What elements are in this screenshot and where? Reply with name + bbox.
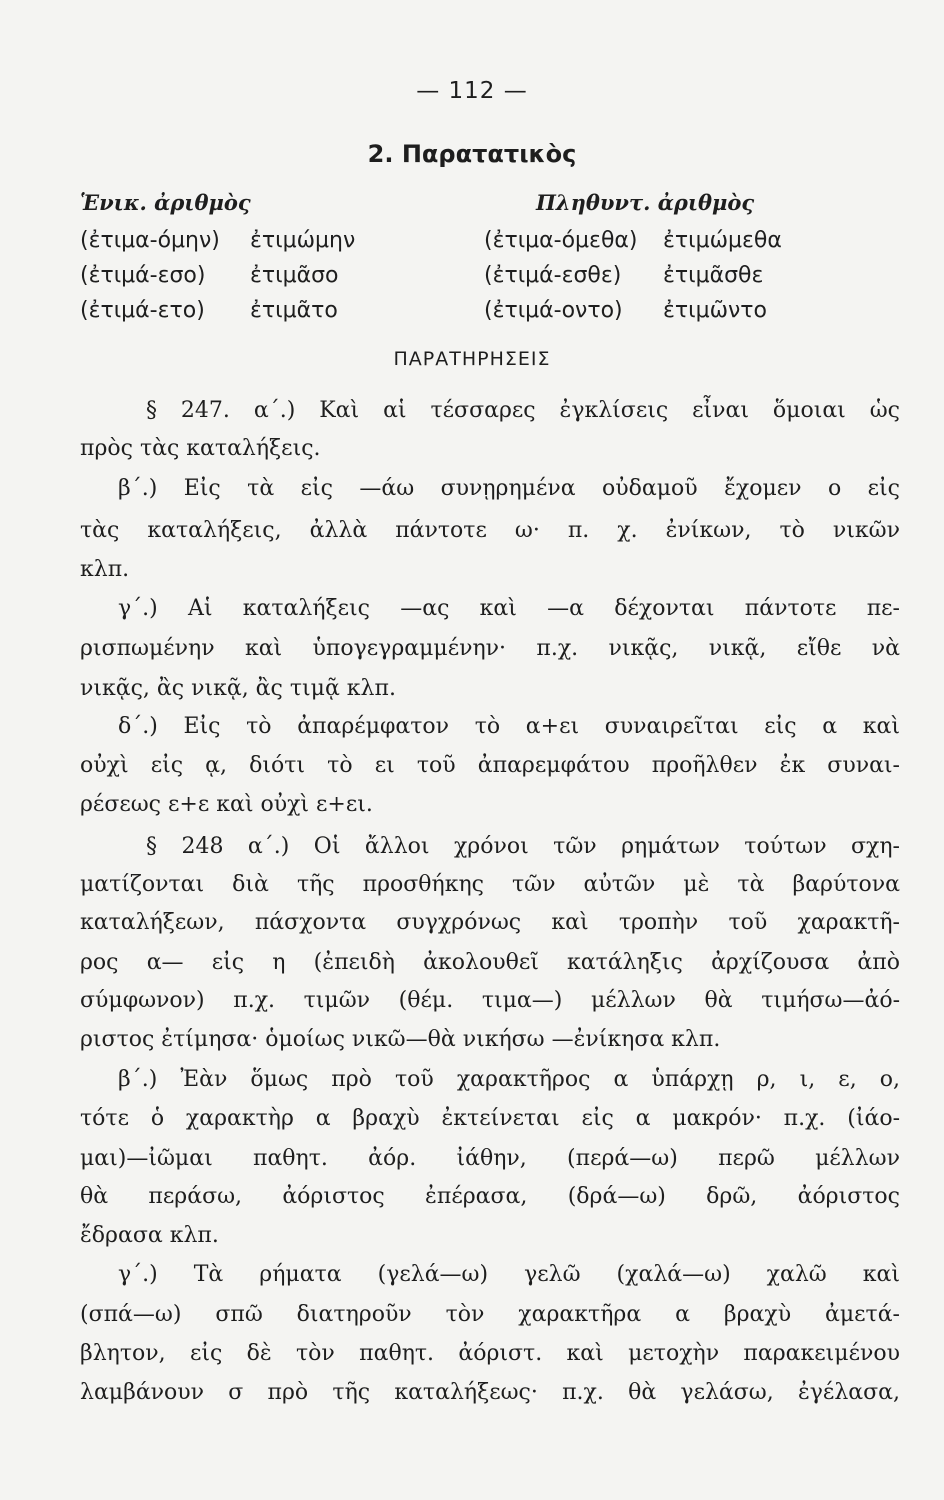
singular-header: Ἑνικ. ἀριθμὸς: [80, 190, 251, 215]
text-line: β΄.) Ἐὰν ὅμως πρὸ τοῦ χαρακτῆρος α ὑπάρχῃ ρ, ι, ε, ο,: [118, 1067, 900, 1092]
table-cell: (ἐτιμα-όμεθα): [484, 228, 638, 253]
table-cell: (ἐτιμα-όμην): [80, 228, 220, 253]
text-line: § 248 α΄.) Οἱ ἄλλοι χρόνοι τῶν ρημάτων τούτων σχη-: [146, 834, 900, 859]
text-line: γ΄.) Αἱ καταλήξεις —ας καὶ —α δέχονται πάντοτε πε-: [118, 596, 900, 621]
text-line: ρος α— εἰς η (ἐπειδὴ ἀκολουθεῖ κατάληξις ἀρχίζουσα ἀπὸ: [80, 950, 900, 975]
text-line: καταλήξεων, πάσχοντα συγχρόνως καὶ τροπὴν τοῦ χαρακτῆ-: [80, 910, 900, 935]
text-line: πρὸς τὰς καταλήξεις.: [80, 436, 321, 461]
table-cell: (ἐτιμά-οντο): [484, 298, 623, 323]
text-line: οὐχὶ εἰς ᾳ, διότι τὸ ει τοῦ ἀπαρεμφάτου προῆλθεν ἐκ συναι-: [80, 753, 900, 778]
text-line: ρισπωμένην καὶ ὑπογεγραμμένην· π.χ. νικᾷς, νικᾷ, εἴθε νὰ: [80, 636, 900, 661]
text-line: § 247. α΄.) Καὶ αἱ τέσσαρες ἐγκλίσεις εἶναι ὅμοιαι ὡς: [146, 398, 900, 423]
text-line: λαμβάνουν σ πρὸ τῆς καταλήξεως· π.χ. θὰ γελάσω, ἐγέλασα,: [80, 1380, 900, 1405]
table-cell: ἐτιμᾶσθε: [663, 263, 764, 288]
page-number: — 112 —: [416, 78, 528, 104]
text-line: μαι)—ἰῶμαι παθητ. ἀόρ. ἰάθην, (περά—ω) περῶ μέλλων: [80, 1146, 900, 1171]
table-cell: (ἐτιμά-εσο): [80, 263, 206, 288]
text-line: κλπ.: [80, 557, 130, 582]
text-line: (σπά—ω) σπῶ διατηροῦν τὸν χαρακτῆρα α βραχὺ ἀμετά-: [80, 1302, 900, 1327]
text-line: νικᾷς, ἂς νικᾷ, ἂς τιμᾷ κλπ.: [80, 676, 396, 701]
table-cell: (ἐτιμά-εσθε): [484, 263, 622, 288]
table-cell: ἐτιμᾶτο: [250, 298, 338, 323]
text-line: ἔδρασα κλπ.: [80, 1223, 219, 1248]
table-cell: ἐτιμᾶσο: [250, 263, 339, 288]
section-title: 2. Παρατατικὸς: [367, 140, 577, 168]
plural-header: Πληθυντ. ἀριθμὸς: [536, 190, 755, 215]
text-line: θὰ περάσω, ἀόριστος ἐπέρασα, (δρά—ω) δρῶ, ἀόριστος: [80, 1184, 900, 1209]
table-cell: (ἐτιμά-ετο): [80, 298, 205, 323]
remarks-heading: ΠΑΡΑΤΗΡΗΣΕΙΣ: [393, 348, 551, 370]
text-line: σύμφωνον) π.χ. τιμῶν (θέμ. τιμα—) μέλλων θὰ τιμήσω—ἀό-: [80, 988, 900, 1013]
table-cell: ἐτιμῶντο: [663, 298, 767, 323]
table-cell: ἐτιμώμεθα: [663, 228, 782, 253]
text-line: δ΄.) Εἰς τὸ ἀπαρέμφατον τὸ α+ει συναιρεῖται εἰς α καὶ: [118, 714, 900, 739]
table-cell: ἐτιμώμην: [250, 228, 356, 253]
text-line: ματίζονται διὰ τῆς προσθήκης τῶν αὐτῶν μὲ τὰ βαρύτονα: [80, 872, 900, 897]
text-line: τότε ὁ χαρακτὴρ α βραχὺ ἐκτείνεται εἰς α μακρόν· π.χ. (ἰάο-: [80, 1106, 900, 1131]
text-line: τὰς καταλήξεις, ἀλλὰ πάντοτε ω· π. χ. ἐνίκων, τὸ νικῶν: [80, 518, 900, 543]
text-line: ριστος ἐτίμησα· ὁμοίως νικῶ—θὰ νικήσω —ἐνίκησα κλπ.: [80, 1027, 721, 1052]
text-line: ρέσεως ε+ε καὶ οὐχὶ ε+ει.: [80, 792, 373, 817]
text-line: β΄.) Εἰς τὰ εἰς —άω συνῃρημένα οὐδαμοῦ ἔχομεν ο εἰς: [118, 476, 900, 501]
text-line: γ΄.) Τὰ ρήματα (γελά—ω) γελῶ (χαλά—ω) χαλῶ καὶ: [118, 1262, 900, 1287]
text-line: βλητον, εἰς δὲ τὸν παθητ. ἀόριστ. καὶ μετοχὴν παρακειμένου: [80, 1341, 900, 1366]
